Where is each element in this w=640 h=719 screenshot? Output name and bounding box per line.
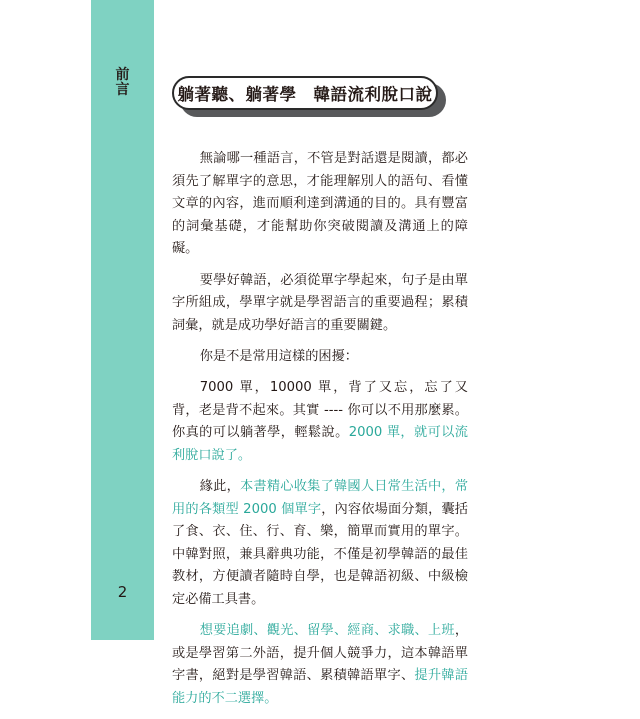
highlight-text: 想要追劇、觀光、留學、經商、求職、上班: [199, 623, 455, 639]
highlight-text: 本書精心收集了韓國人日常生活中，常用的各類型 2000 個單字: [172, 479, 469, 517]
page-title: 躺著聽、躺著學 韓語流利脫口說: [177, 85, 433, 104]
section-label-char-1: 前: [115, 67, 130, 83]
body-text-run: 7000 單，10000 單，背了又忘，忘了又背，老是背不起來。其實 ---- 你可以不用那麼累。你真的可以躺著學，輕鬆說。: [172, 380, 468, 441]
paragraph: [172, 476, 468, 612]
body-text-run: ，或是學習第二外語，提升個人競爭力，這本韓語單字書，絕對是學習韓語、累積韓語單字、: [172, 623, 468, 684]
paragraph: [172, 148, 468, 261]
body-text-run: 緣此，: [199, 479, 240, 495]
body-text-run: ，內容依場面分類，囊括了食、衣、住、行、育、樂，簡單而實用的單字。中韓對照，兼具辭典功能，不僅是初學韓語的最佳教材，方便讀者隨時自學，也是韓語初級、中級檢定必備工具書。: [172, 501, 468, 608]
body-text-run: 無論哪一種語言，不管是對話還是閱讀，都必須先了解單字的意思，才能理解別人的語句、看懂文章的內容，進而順利達到溝通的目的。具有豐富的詞彙基礎，才能幫助你突破閱讀及溝通上的障礙。: [172, 151, 468, 257]
paragraph: [172, 377, 468, 467]
paragraph: [172, 620, 468, 710]
section-label-char-2: 言: [115, 82, 130, 98]
body-text-run: 要學好韓語，必須從單字學起來，句子是由單字所組成，學單字就是學習語言的重要過程；累積詞彙，就是成功學好語言的重要關鍵。: [172, 272, 468, 333]
paragraph: [172, 346, 468, 369]
title-box: [172, 76, 438, 110]
body-text-run: 你是不是常用這樣的困擾：: [199, 348, 358, 364]
section-label: [91, 68, 154, 98]
highlight-text: 提升韓語能力的不二選擇。: [172, 668, 469, 707]
body-text: [172, 148, 468, 719]
sidebar: [91, 0, 154, 640]
page-number: 2: [117, 583, 128, 601]
paragraph: [172, 270, 468, 338]
highlight-text: 2000 單，就可以流利脫口說了。: [172, 425, 468, 463]
